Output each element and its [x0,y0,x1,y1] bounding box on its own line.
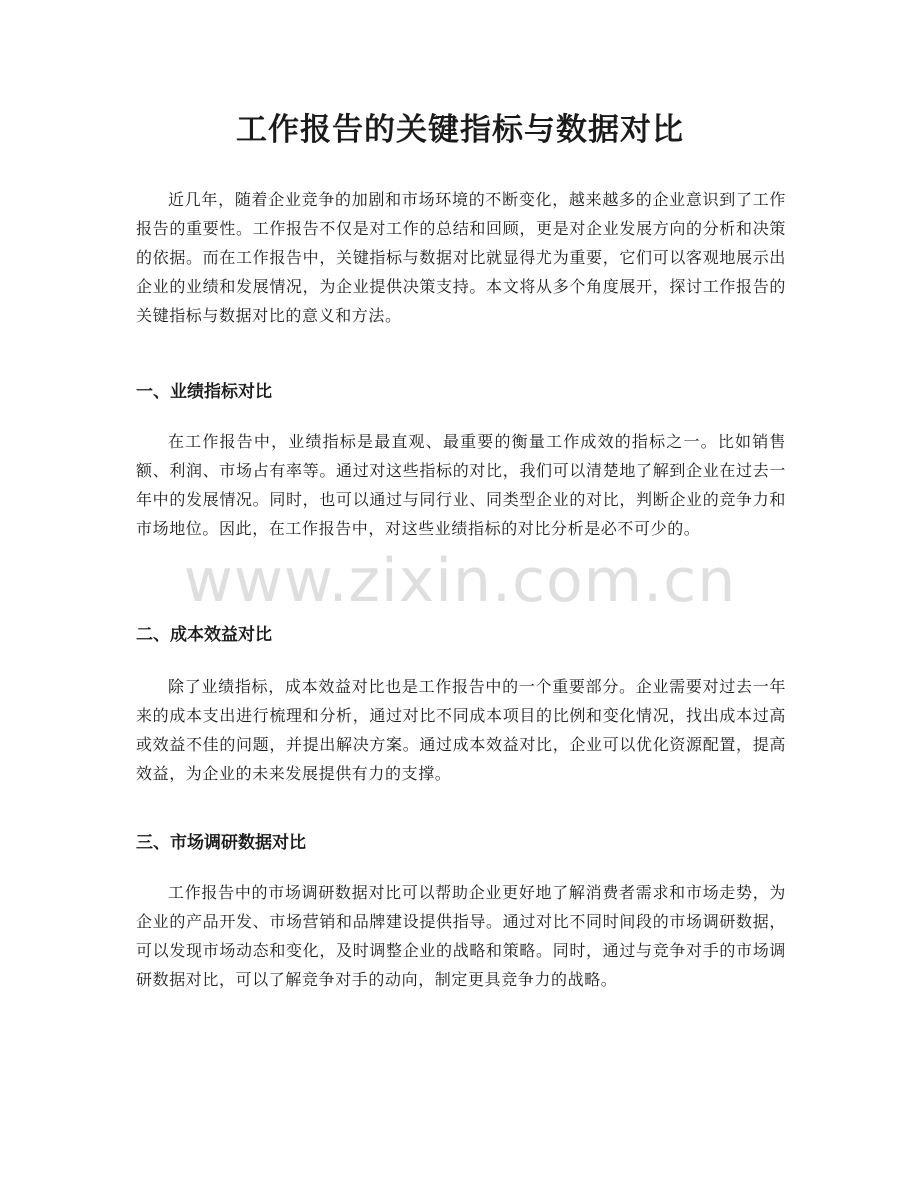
section-body-cost-benefit: 除了业绩指标，成本效益对比也是工作报告中的一个重要部分。企业需要对过去一年来的成本支出进行梳理和分析，通过对比不同成本项目的比例和变化情况，找出成本过高或效益不佳的问题，并提出解决方案。通过成本效益对比，企业可以优化资源配置，提高效益，为企业的未来发展提供有力的支撑。 [136,677,786,783]
section-heading-performance: 一、业绩指标对比 [136,382,272,402]
section-heading-market-research: 三、市场调研数据对比 [136,833,306,853]
intro-paragraph: 近几年，随着企业竞争的加剧和市场环境的不断变化，越来越多的企业意识到了工作报告的重要性。工作报告不仅是对工作的总结和回顾，更是对企业发展方向的分析和决策的依据。而在工作报告中，关键指标与数据对比就显得尤为重要，它们可以客观地展示出企业的业绩和发展情况，为企业提供决策支持。本文将从多个角度展开，探讨工作报告的关键指标与数据对比的意义和方法。 [136,190,786,325]
section-body-market-research: 工作报告中的市场调研数据对比可以帮助企业更好地了解消费者需求和市场走势，为企业的产品开发、市场营销和品牌建设提供指导。通过对比不同时间段的市场调研数据，可以发现市场动态和变化，及时调整企业的战略和策略。同时，通过与竞争对手的市场调研数据对比，可以了解竞争对手的动向，制定更具竞争力的战略。 [136,883,786,989]
section-heading-cost-benefit: 二、成本效益对比 [136,625,272,645]
watermark: www.zixin.com.cn [183,546,737,616]
document-title: 工作报告的关键指标与数据对比 [236,112,684,148]
section-body-performance: 在工作报告中，业绩指标是最直观、最重要的衡量工作成效的指标之一。比如销售额、利润、市场占有率等。通过对这些指标的对比，我们可以清楚地了解到企业在过去一年中的发展情况。同时，也可以通过与同行业、同类型企业的对比，判断企业的竞争力和市场地位。因此，在工作报告中，对这些业绩指标的对比分析是必不可少的。 [136,432,786,538]
